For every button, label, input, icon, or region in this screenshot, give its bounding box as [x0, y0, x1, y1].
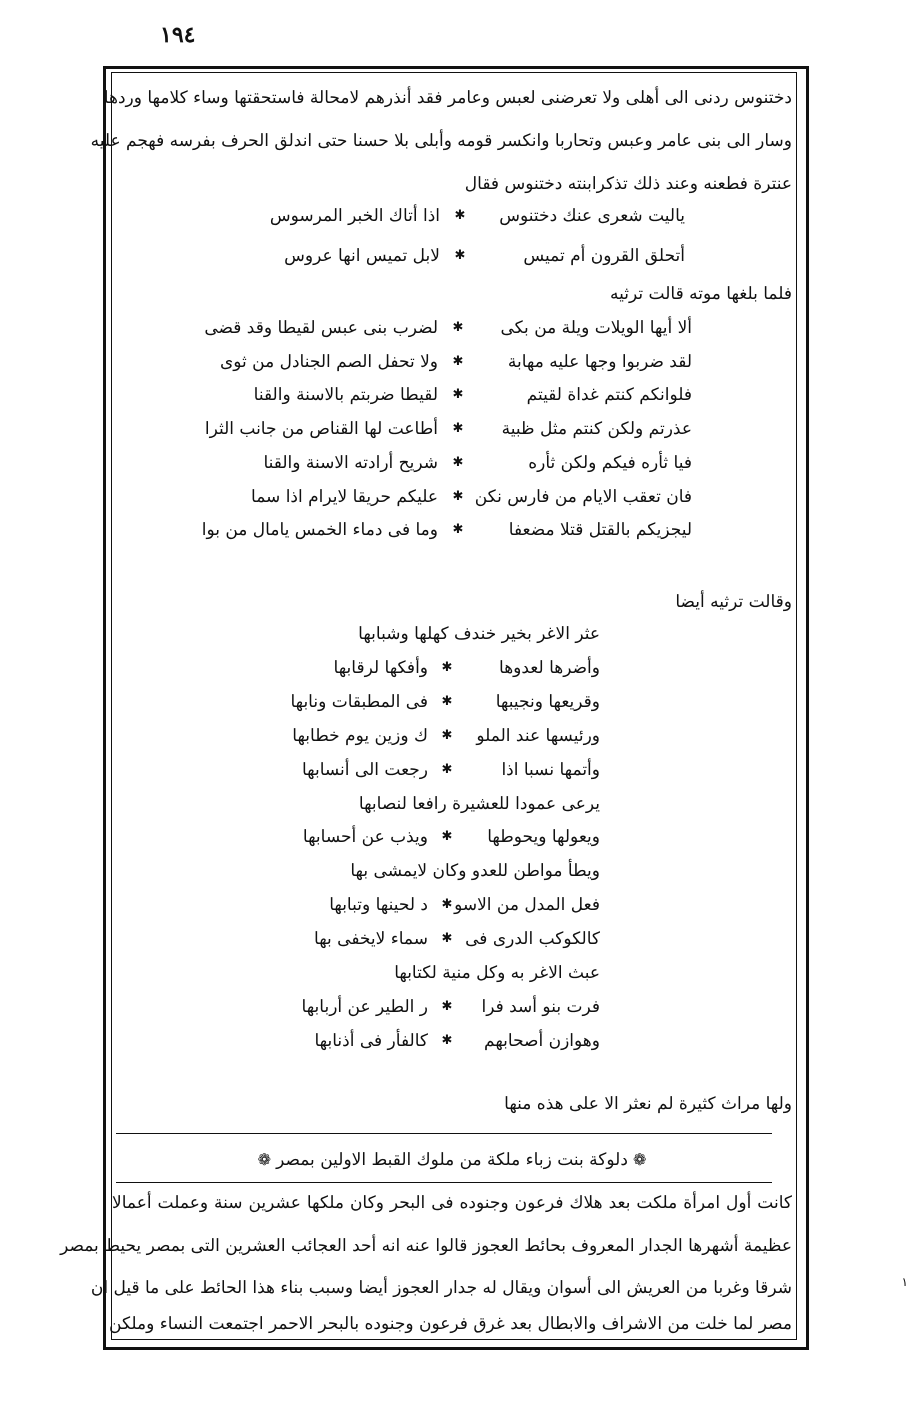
verse-hemistich-right: فعل المدل من الاسو: [454, 895, 600, 915]
prose-line: وسار الى بنى عامر وعبس وتحاربا وانكسر قومه وأبلى بلا حسنا حتى اندلق الحرف بفرسه فهجم عليه: [90, 131, 792, 151]
verse-hemistich-right: كالكوكب الدرى فى: [465, 929, 600, 949]
section-intro: وقالت ترثيه أيضا: [675, 592, 792, 612]
verse-hemistich-right: عذرتم ولكن كنتم مثل ظبية: [501, 419, 692, 439]
verse-hemistich-left: رجعت الى أنسابها: [301, 760, 428, 780]
verse-separator: ✱: [452, 489, 464, 504]
page-number: ١٩٤: [160, 22, 196, 48]
section-rule: [116, 1133, 772, 1134]
verse-hemistich-right: ورئيسها عند الملو: [476, 726, 600, 746]
ornament-icon: ❁: [257, 1150, 277, 1169]
verse-hemistich-left: أطاعت لها القناص من جانب الثرا: [204, 419, 438, 439]
ornament-icon: ❁: [627, 1150, 647, 1169]
verse-hemistich-left: ر الطير عن أربابها: [301, 997, 428, 1017]
verse-hemistich-right: فان تعقب الايام من فارس نكن: [474, 487, 692, 507]
verse-hemistich-right: فرت بنو أسد فرا: [481, 997, 600, 1017]
verse-hemistich-right: فلوانكم كنتم غداة لقيتم: [526, 385, 692, 405]
verse-hemistich-left: ولا تحفل الصم الجنادل من ثوى: [219, 352, 438, 372]
verse-hemistich-right: لقد ضربوا وجها عليه مهابة: [507, 352, 692, 372]
verse-hemistich-left: وأفكها لرقابها: [333, 658, 428, 678]
verse-hemistich-left: فى المطبقات ونابها: [290, 692, 428, 712]
verse-hemistich-left: سماء لايخفى بها: [314, 929, 428, 949]
verse-hemistich-left: شريح أرادته الاسنة والقنا: [263, 453, 438, 473]
verse-separator: ✱: [441, 897, 453, 912]
verse-hemistich-left: كالفأر فى أذنابها: [314, 1031, 428, 1051]
verse-separator: ✱: [441, 931, 453, 946]
verse-hemistich-right: وأتمها نسبا اذا: [501, 760, 600, 780]
verse-hemistich-right: فيا ثأره فيكم ولكن ثأره: [528, 453, 692, 473]
verse-hemistich-left: ك وزين يوم خطابها: [292, 726, 428, 746]
verse-separator: ✱: [441, 660, 453, 675]
verse-hemistich-right: وهوازن أصحابهم: [484, 1031, 600, 1051]
verse-hemistich-right: ياليت شعرى عنك دختنوس: [499, 206, 685, 226]
verse-hemistich-right: عبث الاغر به وكل منية لكتابها: [394, 963, 600, 983]
verse-separator: ✱: [452, 421, 464, 436]
section-rule: [116, 1182, 772, 1183]
verse-separator: ✱: [452, 387, 464, 402]
prose-line: عظيمة أشهرها الجدار المعروف بحائط العجوز قالوا عنه انه أحد العجائب العشرين التى بمصر يحيط بمصر: [60, 1236, 792, 1256]
verse-separator: ✱: [441, 1033, 453, 1048]
prose-line: عنترة فطعنه وعند ذلك تذكرابنته دختنوس فقال: [464, 174, 792, 194]
section-heading: [112, 1150, 792, 1170]
section-intro: فلما بلغها موته قالت ترثيه: [610, 284, 792, 304]
verse-hemistich-right: وقريعها ونجيبها: [495, 692, 600, 712]
verse-separator: ✱: [441, 999, 453, 1014]
verse-hemistich-right: ويعولها ويحوطها: [487, 827, 600, 847]
prose-line: شرقا وغربا من العريش الى أسوان ويقال له جدار العجوز أيضا وسبب بناء هذا الحائط على ما قيل ان: [90, 1278, 792, 1298]
verse-separator: ✱: [452, 320, 464, 335]
verse-hemistich-right: ليجزيكم بالقتل قتلا مضعفا: [508, 520, 692, 540]
verse-hemistich-left: لقيطا ضربتم بالاسنة والقنا: [253, 385, 438, 405]
verse-hemistich-right: ألا أيها الويلات ويلة من بكى: [500, 318, 692, 338]
verse-hemistich-left: لضرب بنى عبس لقيطا وقد قضى: [204, 318, 438, 338]
margin-mark: ١: [901, 1275, 908, 1289]
verse-separator: ✱: [441, 728, 453, 743]
verse-hemistich-left: د لحينها وتبابها: [329, 895, 428, 915]
verse-separator: ✱: [452, 354, 464, 369]
prose-line: كانت أول امرأة ملكت بعد هلاك فرعون وجنوده فى البحر وكان ملكها عشرين سنة وعملت أعمالا: [112, 1193, 792, 1213]
verse-hemistich-left: لابل تميس انها عروس: [284, 246, 440, 266]
prose-line: مصر لما خلت من الاشراف والابطال بعد غرق فرعون وجنوده بالبحر الاحمر اجتمعت النساء وملكن: [109, 1314, 792, 1334]
verse-separator: ✱: [454, 248, 466, 263]
verse-hemistich-right: أتحلق القرون أم تميس: [523, 246, 685, 266]
verse-separator: ✱: [441, 829, 453, 844]
verse-separator: ✱: [441, 694, 453, 709]
verse-hemistich-left: عليكم حريقا لايرام اذا سما: [251, 487, 438, 507]
verse-hemistich-right: ويطأ مواطن للعدو وكان لايمشى بها: [350, 861, 600, 881]
verse-hemistich-right: وأضرها لعدوها: [499, 658, 600, 678]
verse-separator: ✱: [454, 208, 466, 223]
verse-hemistich-right: عثر الاغر بخير خندف كهلها وشبابها: [358, 624, 600, 644]
verse-hemistich-left: ويذب عن أحسابها: [302, 827, 428, 847]
prose-line: دختنوس ردنى الى أهلى ولا تعرضنى لعبس وعامر فقد أنذرهم لامحالة فاستحقتها وساء كلامها وردها: [103, 88, 792, 108]
verse-hemistich-left: وما فى دماء الخمس يامال من بوا: [201, 520, 438, 540]
verse-separator: ✱: [452, 455, 464, 470]
verse-separator: ✱: [441, 762, 453, 777]
verse-separator: ✱: [452, 522, 464, 537]
section-heading-text: دلوكة بنت زباء ملكة من ملوك القبط الاولين بمصر: [276, 1150, 628, 1170]
verse-hemistich-left: اذا أتاك الخبر المرسوس: [269, 206, 440, 226]
verse-hemistich-right: يرعى عمودا للعشيرة رافعا لنصابها: [358, 794, 600, 814]
closing-line: ولها مراث كثيرة لم نعثر الا على هذه منها: [504, 1094, 792, 1114]
